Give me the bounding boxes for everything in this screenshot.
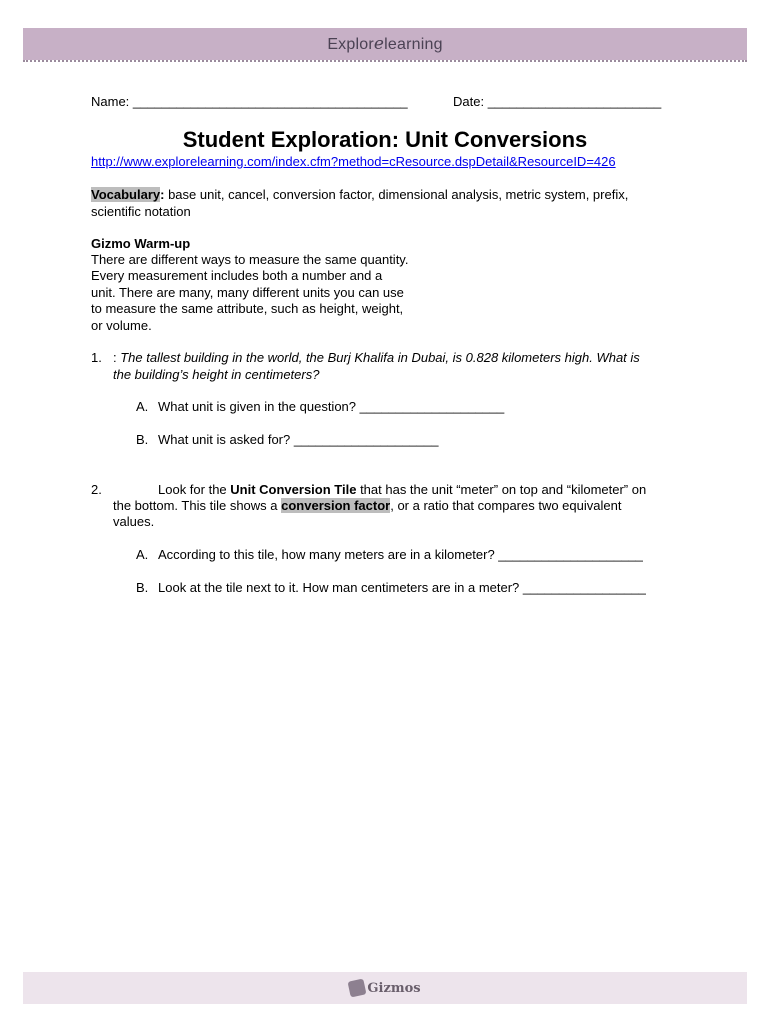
question-2-text: Look for the Unit Conversion Tile that has the unit “meter” on top and “kilometer” on [158, 482, 647, 497]
date-label: Date: [453, 94, 485, 109]
warmup-text-line: to measure the same attribute, such as height, weight, [91, 301, 404, 316]
warmup-text-line: unit. There are many, many different units you can use [91, 285, 404, 300]
header-divider [23, 60, 747, 62]
question-1-text-cont: the building’s height in centimeters? [113, 367, 320, 382]
question-2-number: 2. [91, 482, 102, 497]
name-blank[interactable]: ______________________________________ [132, 94, 408, 109]
conversion-factor-term: conversion factor [281, 498, 391, 513]
vocabulary-line: Vocabulary: base unit, cancel, conversion factor, dimensional analysis, metric system, prefix, [91, 187, 629, 202]
name-label: Name: [91, 94, 130, 109]
warmup-text-line: or volume. [91, 318, 152, 333]
warmup-heading: Gizmo Warm-up [91, 236, 191, 251]
vocabulary-terms: base unit, cancel, conversion factor, dimensional analysis, metric system, prefix, [164, 187, 629, 202]
explorelearning-logo: Explorelearning [327, 34, 443, 54]
date-field[interactable] [453, 94, 661, 110]
question-1a-text[interactable]: What unit is given in the question? ____________________ [158, 399, 505, 414]
gizmos-logo: Gizmos [349, 980, 420, 996]
gizmo-link[interactable]: http://www.explorelearning.com/index.cfm?method=cResource.dspDetail&ResourceID=426 [91, 154, 616, 169]
question-2a-letter: A. [136, 547, 149, 562]
question-2b-text[interactable]: Look at the tile next to it. How man centimeters are in a meter? _________________ [158, 580, 646, 595]
question-2a-text[interactable]: According to this tile, how many meters are in a kilometer? ____________________ [158, 547, 643, 562]
question-2-text-cont: the bottom. This tile shows a conversion factor, or a ratio that compares two equivalent [113, 498, 622, 513]
vocabulary-terms-cont: scientific notation [91, 204, 191, 219]
question-1b-text[interactable]: What unit is asked for? ____________________ [158, 432, 439, 447]
page-title: Student Exploration: Unit Conversions [182, 127, 588, 152]
warmup-text-line: Every measurement includes both a number and a [91, 268, 383, 283]
gizmos-icon [348, 979, 367, 998]
unit-conversion-tile-term: Unit Conversion Tile [230, 482, 357, 497]
question-2-text-cont: values. [113, 514, 155, 529]
header-band [23, 28, 747, 60]
date-blank[interactable]: ________________________ [487, 94, 662, 109]
footer-band [23, 972, 747, 1004]
question-1a-letter: A. [136, 399, 149, 414]
question-2b-letter: B. [136, 580, 149, 595]
vocabulary-label: Vocabulary [91, 187, 161, 202]
name-field[interactable] [91, 94, 408, 110]
question-1-number: 1. [91, 350, 102, 365]
question-1-text: : The tallest building in the world, the Burj Khalifa in Dubai, is 0.828 kilometers high. What is [113, 350, 640, 365]
warmup-text-line: There are different ways to measure the same quantity. [91, 252, 409, 267]
question-1b-letter: B. [136, 432, 149, 447]
